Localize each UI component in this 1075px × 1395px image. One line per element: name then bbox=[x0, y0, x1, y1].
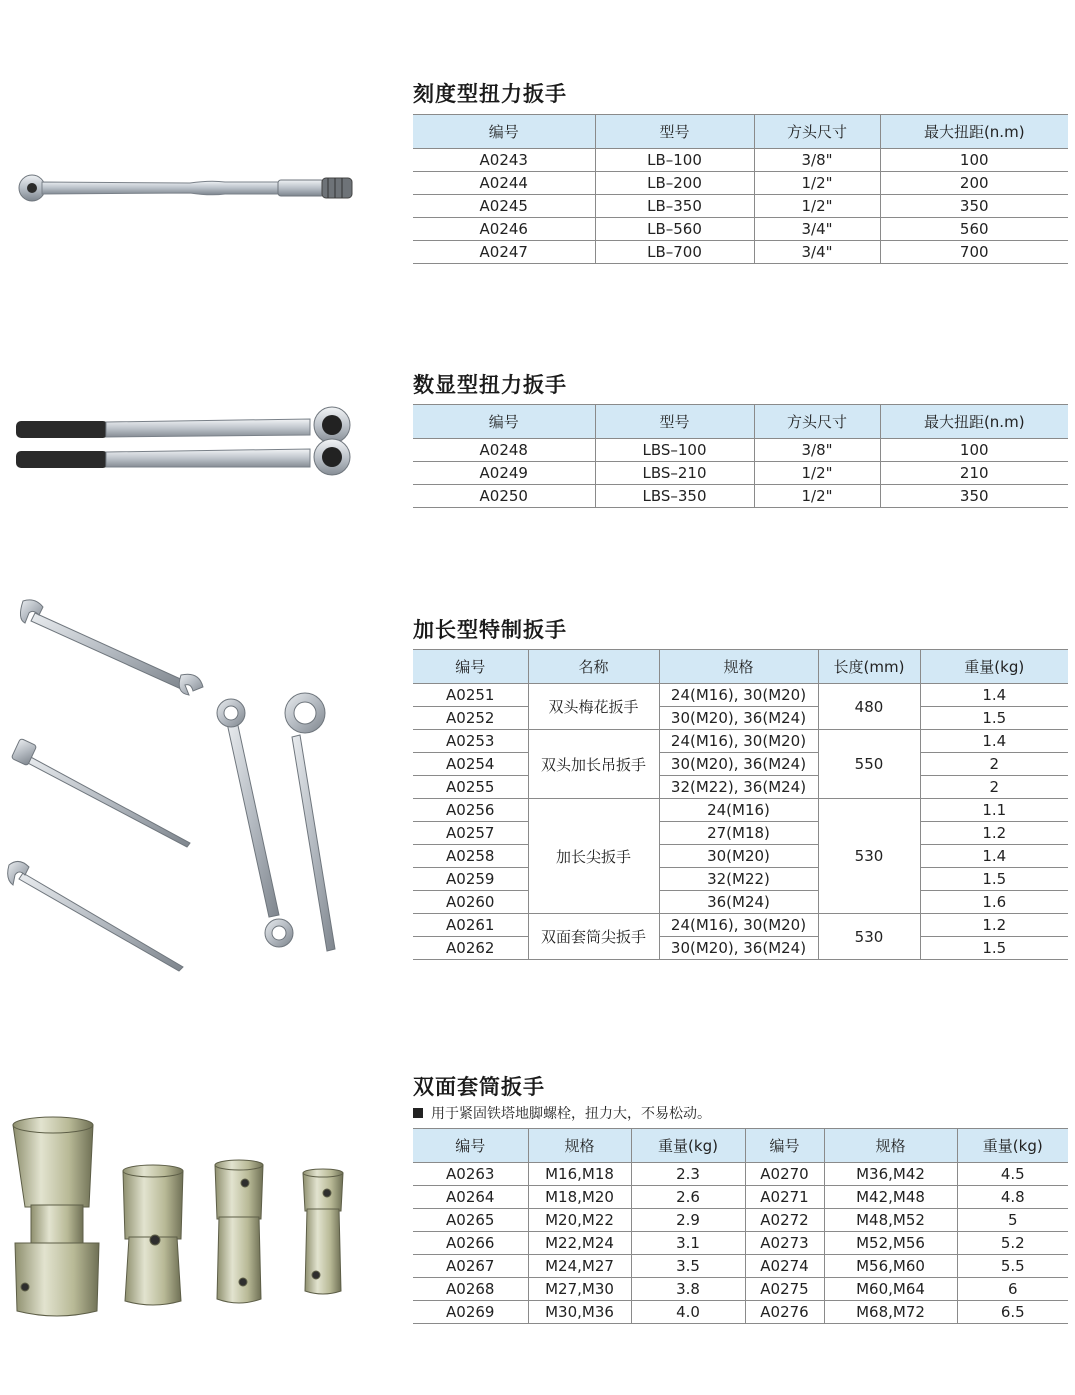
table-cell: LB–100 bbox=[595, 149, 754, 172]
table-cell: A0275 bbox=[745, 1278, 824, 1301]
table-cell: 1.4 bbox=[920, 730, 1068, 753]
table-cell: 32(M22) bbox=[659, 868, 818, 891]
table-cell: A0258 bbox=[413, 845, 528, 868]
table-cell: 2 bbox=[920, 753, 1068, 776]
table-cell: A0259 bbox=[413, 868, 528, 891]
table-cell: A0248 bbox=[413, 439, 595, 462]
column-header: 名称 bbox=[528, 650, 659, 684]
table-row bbox=[413, 172, 1068, 195]
table-cell: 1/2" bbox=[754, 172, 880, 195]
column-header: 方头尺寸 bbox=[754, 115, 880, 149]
table-cell: A0253 bbox=[413, 730, 528, 753]
section-title-double-socket-wrench: 双面套筒扳手 bbox=[413, 1075, 545, 1099]
column-header: 编号 bbox=[413, 1129, 528, 1163]
table-cell: 双面套筒尖扳手 bbox=[528, 914, 659, 960]
table-cell: A0246 bbox=[413, 218, 595, 241]
section-title-dial-torque-wrench: 刻度型扭力扳手 bbox=[413, 82, 567, 106]
table-cell: LB–560 bbox=[595, 218, 754, 241]
table-cell: 480 bbox=[818, 684, 920, 730]
table-row bbox=[413, 891, 1068, 914]
table-cell: A0254 bbox=[413, 753, 528, 776]
table-cell: A0267 bbox=[413, 1255, 528, 1278]
table-cell: 2.3 bbox=[631, 1163, 745, 1186]
table-cell: A0271 bbox=[745, 1186, 824, 1209]
table-cell: A0247 bbox=[413, 241, 595, 264]
table-cell: 530 bbox=[818, 799, 920, 914]
table-cell: 560 bbox=[880, 218, 1068, 241]
table-cell: A0265 bbox=[413, 1209, 528, 1232]
table-cell: M60,M64 bbox=[824, 1278, 957, 1301]
table-cell: 加长尖扳手 bbox=[528, 799, 659, 914]
table-cell: LBS–350 bbox=[595, 485, 754, 508]
table-cell: M20,M22 bbox=[528, 1209, 631, 1232]
column-header: 型号 bbox=[595, 405, 754, 439]
table-row bbox=[413, 1301, 1068, 1324]
table-header-row bbox=[413, 1129, 1068, 1163]
column-header: 规格 bbox=[528, 1129, 631, 1163]
table-cell: A0257 bbox=[413, 822, 528, 845]
table-cell: A0266 bbox=[413, 1232, 528, 1255]
table-cell: LB–700 bbox=[595, 241, 754, 264]
table-row bbox=[413, 439, 1068, 462]
table-cell: A0268 bbox=[413, 1278, 528, 1301]
column-header: 编号 bbox=[745, 1129, 824, 1163]
table-row bbox=[413, 868, 1068, 891]
table-cell: A0274 bbox=[745, 1255, 824, 1278]
table-header-row bbox=[413, 405, 1068, 439]
table-row bbox=[413, 1232, 1068, 1255]
table-cell: A0245 bbox=[413, 195, 595, 218]
table-cell: 1.4 bbox=[920, 845, 1068, 868]
table-cell: 3.8 bbox=[631, 1278, 745, 1301]
table-cell: 550 bbox=[818, 730, 920, 799]
table-cell: 24(M16), 30(M20) bbox=[659, 730, 818, 753]
table-cell: M22,M24 bbox=[528, 1232, 631, 1255]
table-cell: 30(M20), 36(M24) bbox=[659, 707, 818, 730]
table-cell: A0255 bbox=[413, 776, 528, 799]
table-cell: A0260 bbox=[413, 891, 528, 914]
column-header: 编号 bbox=[413, 115, 595, 149]
table-cell: 100 bbox=[880, 439, 1068, 462]
table-cell: 36(M24) bbox=[659, 891, 818, 914]
table-cell: 30(M20), 36(M24) bbox=[659, 753, 818, 776]
table-cell: 700 bbox=[880, 241, 1068, 264]
table-cell: A0272 bbox=[745, 1209, 824, 1232]
extended-special-wrench-table bbox=[413, 649, 1068, 960]
section-title-extended-special-wrench: 加长型特制扳手 bbox=[413, 618, 567, 642]
table-row bbox=[413, 684, 1068, 707]
column-header: 型号 bbox=[595, 115, 754, 149]
column-header: 重量(kg) bbox=[920, 650, 1068, 684]
table-row bbox=[413, 937, 1068, 960]
table-cell: A0269 bbox=[413, 1301, 528, 1324]
table-cell: 3/8" bbox=[754, 439, 880, 462]
table-cell: 6.5 bbox=[957, 1301, 1068, 1324]
dial-torque-wrench-table bbox=[413, 114, 1068, 264]
table-cell: LBS–100 bbox=[595, 439, 754, 462]
dial-torque-wrench-photo bbox=[10, 168, 355, 208]
table-cell: A0252 bbox=[413, 707, 528, 730]
table-cell: 210 bbox=[880, 462, 1068, 485]
table-cell: M48,M52 bbox=[824, 1209, 957, 1232]
table-row bbox=[413, 914, 1068, 937]
note-text: 用于紧固铁塔地脚螺栓，扭力大，不易松动。 bbox=[431, 1106, 711, 1122]
column-header: 编号 bbox=[413, 650, 528, 684]
table-cell: 1.6 bbox=[920, 891, 1068, 914]
table-cell: M56,M60 bbox=[824, 1255, 957, 1278]
digital-torque-wrench-photo bbox=[10, 405, 360, 480]
digital-torque-wrench-table bbox=[413, 404, 1068, 508]
table-cell: 32(M22), 36(M24) bbox=[659, 776, 818, 799]
table-cell: 350 bbox=[880, 195, 1068, 218]
table-cell: 3/4" bbox=[754, 218, 880, 241]
table-cell: 3/4" bbox=[754, 241, 880, 264]
table-cell: M18,M20 bbox=[528, 1186, 631, 1209]
table-cell: 2.9 bbox=[631, 1209, 745, 1232]
table-cell: M42,M48 bbox=[824, 1186, 957, 1209]
table-cell: 4.8 bbox=[957, 1186, 1068, 1209]
table-cell: M68,M72 bbox=[824, 1301, 957, 1324]
table-cell: A0244 bbox=[413, 172, 595, 195]
table-row bbox=[413, 1163, 1068, 1186]
table-cell: 5.5 bbox=[957, 1255, 1068, 1278]
table-header-row bbox=[413, 650, 1068, 684]
table-cell: 1.2 bbox=[920, 822, 1068, 845]
table-cell: A0261 bbox=[413, 914, 528, 937]
column-header: 编号 bbox=[413, 405, 595, 439]
table-cell: 200 bbox=[880, 172, 1068, 195]
table-cell: 3/8" bbox=[754, 149, 880, 172]
column-header: 长度(mm) bbox=[818, 650, 920, 684]
table-row bbox=[413, 485, 1068, 508]
table-cell: A0262 bbox=[413, 937, 528, 960]
table-cell: A0263 bbox=[413, 1163, 528, 1186]
table-cell: LB–350 bbox=[595, 195, 754, 218]
table-cell: M27,M30 bbox=[528, 1278, 631, 1301]
section-note bbox=[413, 1103, 711, 1123]
table-cell: A0264 bbox=[413, 1186, 528, 1209]
column-header: 最大扭距(n.m) bbox=[880, 115, 1068, 149]
table-cell: A0270 bbox=[745, 1163, 824, 1186]
table-cell: 3.1 bbox=[631, 1232, 745, 1255]
table-cell: 4.5 bbox=[957, 1163, 1068, 1186]
table-cell: A0243 bbox=[413, 149, 595, 172]
table-cell: LBS–210 bbox=[595, 462, 754, 485]
table-cell: 3.5 bbox=[631, 1255, 745, 1278]
table-row bbox=[413, 730, 1068, 753]
table-cell: 24(M16), 30(M20) bbox=[659, 914, 818, 937]
table-row bbox=[413, 149, 1068, 172]
table-cell: M30,M36 bbox=[528, 1301, 631, 1324]
table-row bbox=[413, 753, 1068, 776]
table-header-row bbox=[413, 115, 1068, 149]
table-cell: 30(M20), 36(M24) bbox=[659, 937, 818, 960]
table-cell: 1.5 bbox=[920, 937, 1068, 960]
table-row bbox=[413, 822, 1068, 845]
column-header: 规格 bbox=[824, 1129, 957, 1163]
table-cell: 1.5 bbox=[920, 868, 1068, 891]
table-cell: M16,M18 bbox=[528, 1163, 631, 1186]
table-cell: 双头加长吊扳手 bbox=[528, 730, 659, 799]
table-cell: 100 bbox=[880, 149, 1068, 172]
table-cell: 4.0 bbox=[631, 1301, 745, 1324]
table-row bbox=[413, 1255, 1068, 1278]
table-row bbox=[413, 218, 1068, 241]
table-cell: A0256 bbox=[413, 799, 528, 822]
table-cell: 1.2 bbox=[920, 914, 1068, 937]
table-row bbox=[413, 799, 1068, 822]
table-row bbox=[413, 776, 1068, 799]
table-cell: A0273 bbox=[745, 1232, 824, 1255]
table-row bbox=[413, 1209, 1068, 1232]
table-cell: 1/2" bbox=[754, 485, 880, 508]
table-cell: 1.5 bbox=[920, 707, 1068, 730]
table-cell: 2 bbox=[920, 776, 1068, 799]
table-row bbox=[413, 1278, 1068, 1301]
table-cell: 1.1 bbox=[920, 799, 1068, 822]
column-header: 方头尺寸 bbox=[754, 405, 880, 439]
extended-special-wrenches-photo bbox=[5, 595, 355, 980]
section-title-digital-torque-wrench: 数显型扭力扳手 bbox=[413, 373, 567, 397]
table-cell: 27(M18) bbox=[659, 822, 818, 845]
table-row bbox=[413, 195, 1068, 218]
table-row bbox=[413, 845, 1068, 868]
table-row bbox=[413, 462, 1068, 485]
table-cell: 1/2" bbox=[754, 195, 880, 218]
table-cell: M36,M42 bbox=[824, 1163, 957, 1186]
table-cell: LB–200 bbox=[595, 172, 754, 195]
double-socket-wrench-table bbox=[413, 1128, 1068, 1324]
table-cell: M24,M27 bbox=[528, 1255, 631, 1278]
table-cell: 1.4 bbox=[920, 684, 1068, 707]
table-cell: 24(M16) bbox=[659, 799, 818, 822]
table-cell: A0276 bbox=[745, 1301, 824, 1324]
table-cell: 1/2" bbox=[754, 462, 880, 485]
table-cell: 双头梅花扳手 bbox=[528, 684, 659, 730]
table-cell: 30(M20) bbox=[659, 845, 818, 868]
table-cell: M52,M56 bbox=[824, 1232, 957, 1255]
table-cell: A0251 bbox=[413, 684, 528, 707]
column-header: 重量(kg) bbox=[631, 1129, 745, 1163]
table-cell: 5.2 bbox=[957, 1232, 1068, 1255]
table-cell: 530 bbox=[818, 914, 920, 960]
table-cell: A0250 bbox=[413, 485, 595, 508]
column-header: 规格 bbox=[659, 650, 818, 684]
double-socket-wrenches-photo bbox=[5, 1115, 360, 1325]
table-cell: A0249 bbox=[413, 462, 595, 485]
table-row bbox=[413, 241, 1068, 264]
table-cell: 24(M16), 30(M20) bbox=[659, 684, 818, 707]
table-row bbox=[413, 1186, 1068, 1209]
square-bullet-icon bbox=[413, 1108, 423, 1118]
column-header: 重量(kg) bbox=[957, 1129, 1068, 1163]
table-cell: 2.6 bbox=[631, 1186, 745, 1209]
table-cell: 6 bbox=[957, 1278, 1068, 1301]
column-header: 最大扭距(n.m) bbox=[880, 405, 1068, 439]
table-cell: 350 bbox=[880, 485, 1068, 508]
table-cell: 5 bbox=[957, 1209, 1068, 1232]
table-row bbox=[413, 707, 1068, 730]
